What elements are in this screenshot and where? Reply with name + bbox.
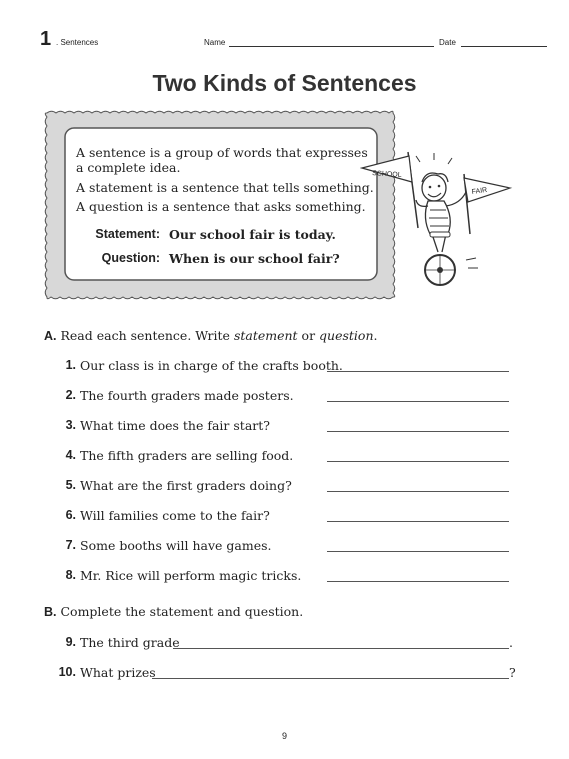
item-10-end: ? — [509, 665, 516, 680]
item-7-answer-line[interactable] — [327, 551, 509, 552]
item-7-number: 7. — [65, 538, 76, 552]
item-6-number: 6. — [65, 508, 76, 522]
item-6-answer-line[interactable] — [327, 521, 509, 522]
item-7-text: Some booths will have games. — [80, 538, 272, 553]
definition-line-3: A statement is a sentence that tells something. — [76, 180, 374, 195]
statement-example: Our school fair is today. — [169, 227, 336, 242]
item-10-answer-line[interactable] — [152, 678, 509, 679]
question-label: Question: — [101, 251, 160, 265]
item-8-answer-line[interactable] — [327, 581, 509, 582]
date-line[interactable] — [461, 46, 547, 47]
definition-line-4: A question is a sentence that asks something. — [76, 199, 366, 214]
section-b-instruction-text: Complete the statement and question. — [60, 604, 304, 619]
item-5-number: 5. — [65, 478, 76, 492]
item-9-end: . — [509, 635, 513, 650]
section-b-instruction — [44, 604, 303, 619]
item-1-number: 1. — [65, 358, 76, 372]
item-2-answer-line[interactable] — [327, 401, 509, 402]
item-10-text: What prizes — [80, 665, 156, 680]
word-or: or — [297, 328, 320, 343]
item-8-number: 8. — [65, 568, 76, 582]
section-a-instruction-text: Read each sentence. Write — [60, 328, 234, 343]
word-statement: statement — [233, 328, 298, 343]
name-line[interactable] — [229, 46, 434, 47]
name-label: Name — [204, 38, 226, 47]
item-10-number: 10. — [58, 665, 76, 679]
unicycle-kid-illustration — [360, 148, 520, 296]
section-label: . Sentences — [56, 38, 99, 47]
page-title: Two Kinds of Sentences — [152, 70, 417, 96]
school-flag-text: SCHOOL — [371, 170, 402, 180]
section-a-instruction — [44, 328, 377, 343]
item-9-answer-line[interactable] — [173, 648, 509, 649]
item-4-text: The fifth graders are selling food. — [80, 448, 294, 463]
item-3-number: 3. — [65, 418, 76, 432]
statement-label: Statement: — [95, 227, 160, 241]
page-number: 9 — [281, 731, 287, 741]
item-9-number: 9. — [65, 635, 76, 649]
item-1-text: Our class is in charge of the crafts booth. — [80, 358, 343, 373]
item-3-answer-line[interactable] — [327, 431, 509, 432]
instruction-end: . — [373, 328, 378, 343]
section-a-letter: A. — [44, 329, 57, 343]
item-1-answer-line[interactable] — [327, 371, 509, 372]
item-4-answer-line[interactable] — [327, 461, 509, 462]
section-b-letter: B. — [44, 605, 57, 619]
item-9-text: The third grade — [80, 635, 180, 650]
definition-line-1: A sentence is a group of words that expresses — [76, 145, 368, 160]
fair-flag-text: FAIR — [471, 186, 488, 196]
item-2-number: 2. — [65, 388, 76, 402]
item-6-text: Will families come to the fair? — [80, 508, 270, 523]
unit-number: 1 — [40, 28, 52, 50]
item-8-text: Mr. Rice will perform magic tricks. — [80, 568, 302, 583]
word-question: question — [319, 328, 374, 343]
item-5-text: What are the first graders doing? — [80, 478, 292, 493]
date-label: Date — [439, 38, 456, 47]
item-5-answer-line[interactable] — [327, 491, 509, 492]
item-4-number: 4. — [65, 448, 76, 462]
definition-line-2: a complete idea. — [76, 160, 181, 175]
item-3-text: What time does the fair start? — [80, 418, 270, 433]
question-example: When is our school fair? — [169, 251, 340, 266]
item-2-text: The fourth graders made posters. — [80, 388, 294, 403]
